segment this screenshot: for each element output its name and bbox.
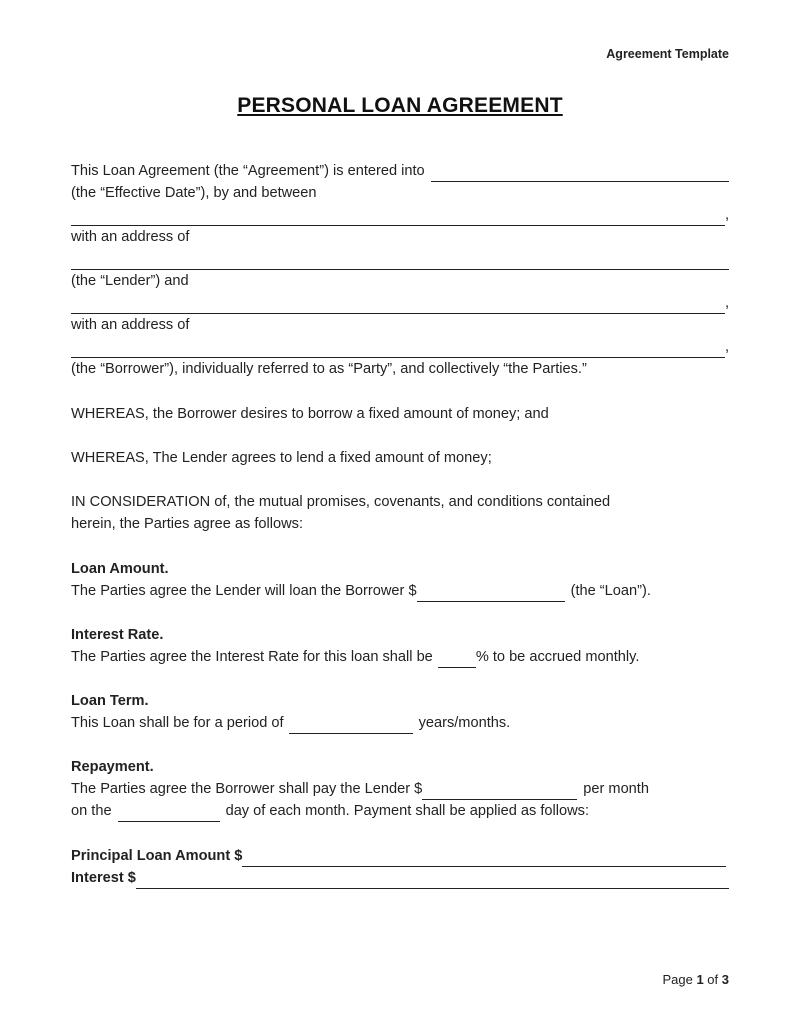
lender-address-label: with an address of (71, 229, 190, 245)
repayment-line-1 (71, 778, 729, 800)
borrower-address-blank[interactable] (71, 340, 725, 358)
comma: , (724, 207, 729, 223)
interest-blank[interactable] (136, 871, 729, 889)
loan-term-heading: Loan Term. (71, 693, 149, 709)
lender-address-blank[interactable] (71, 252, 729, 270)
document-title: PERSONAL LOAN AGREEMENT (237, 94, 563, 117)
interest-rate-blank[interactable] (438, 650, 476, 668)
intro-line-1 (71, 160, 729, 182)
lender-ref: (the “Lender”) and (71, 273, 189, 289)
loan-amount-text: The Parties agree the Lender will loan the Borrower $ (71, 583, 417, 599)
principal-blank[interactable] (242, 849, 726, 867)
header-tag: Agreement Template (606, 47, 729, 61)
whereas-lender: WHEREAS, The Lender agrees to lend a fixed amount of money; (71, 450, 492, 466)
loan-term-suffix: years/months. (418, 715, 511, 731)
interest-label: Interest $ (71, 870, 136, 886)
loan-amount-suffix: (the “Loan”). (570, 583, 651, 599)
comma: , (724, 295, 729, 311)
repayment-day-suffix: day of each month. Payment shall be applied as follows: (225, 803, 590, 819)
total-pages: 3 (721, 972, 729, 987)
principal-line (71, 845, 729, 867)
lender-address-row (71, 248, 729, 270)
of-word: of (707, 972, 719, 987)
page-word: Page (662, 972, 693, 987)
borrower-address-label: with an address of (71, 317, 190, 333)
borrower-address-row (71, 336, 729, 358)
consideration-line-2: herein, the Parties agree as follows: (71, 516, 304, 532)
current-page: 1 (696, 972, 704, 987)
repayment-amount-blank[interactable] (422, 782, 577, 800)
borrower-name-row (71, 292, 729, 314)
whereas-borrower: WHEREAS, the Borrower desires to borrow a fixed amount of money; and (71, 406, 549, 422)
lender-name-blank[interactable] (71, 208, 725, 226)
borrower-ref: (the “Borrower”), individually referred to as “Party”, and collectively “the Parties.” (71, 361, 587, 377)
effective-date-blank[interactable] (431, 164, 729, 182)
page-number (662, 972, 729, 987)
repayment-heading: Repayment. (71, 759, 154, 775)
repayment-day-text: on the (71, 803, 112, 819)
principal-label: Principal Loan Amount $ (71, 848, 243, 864)
repayment-suffix: per month (583, 781, 649, 797)
comma: , (724, 339, 729, 355)
loan-amount-blank[interactable] (417, 584, 565, 602)
repayment-text: The Parties agree the Borrower shall pay the Lender $ (71, 781, 423, 797)
consideration-line-1: IN CONSIDERATION of, the mutual promises, covenants, and conditions contained (71, 494, 611, 510)
loan-amount-heading: Loan Amount. (71, 561, 169, 577)
interest-rate-text: The Parties agree the Interest Rate for this loan shall be (71, 649, 433, 665)
intro-line-2: (the “Effective Date”), by and between (71, 185, 317, 201)
repayment-line-2 (71, 800, 729, 822)
loan-term-text: This Loan shall be for a period of (71, 715, 284, 731)
borrower-name-blank[interactable] (71, 296, 725, 314)
loan-term-blank[interactable] (289, 716, 413, 734)
interest-rate-line (71, 646, 729, 668)
interest-line (71, 867, 729, 889)
loan-amount-line (71, 580, 729, 602)
intro-text: This Loan Agreement (the “Agreement”) is entered into (71, 163, 425, 179)
interest-rate-heading: Interest Rate. (71, 627, 164, 643)
interest-rate-suffix: % to be accrued monthly. (475, 649, 640, 665)
loan-term-line (71, 712, 729, 734)
repayment-day-blank[interactable] (118, 804, 220, 822)
lender-name-row (71, 204, 729, 226)
